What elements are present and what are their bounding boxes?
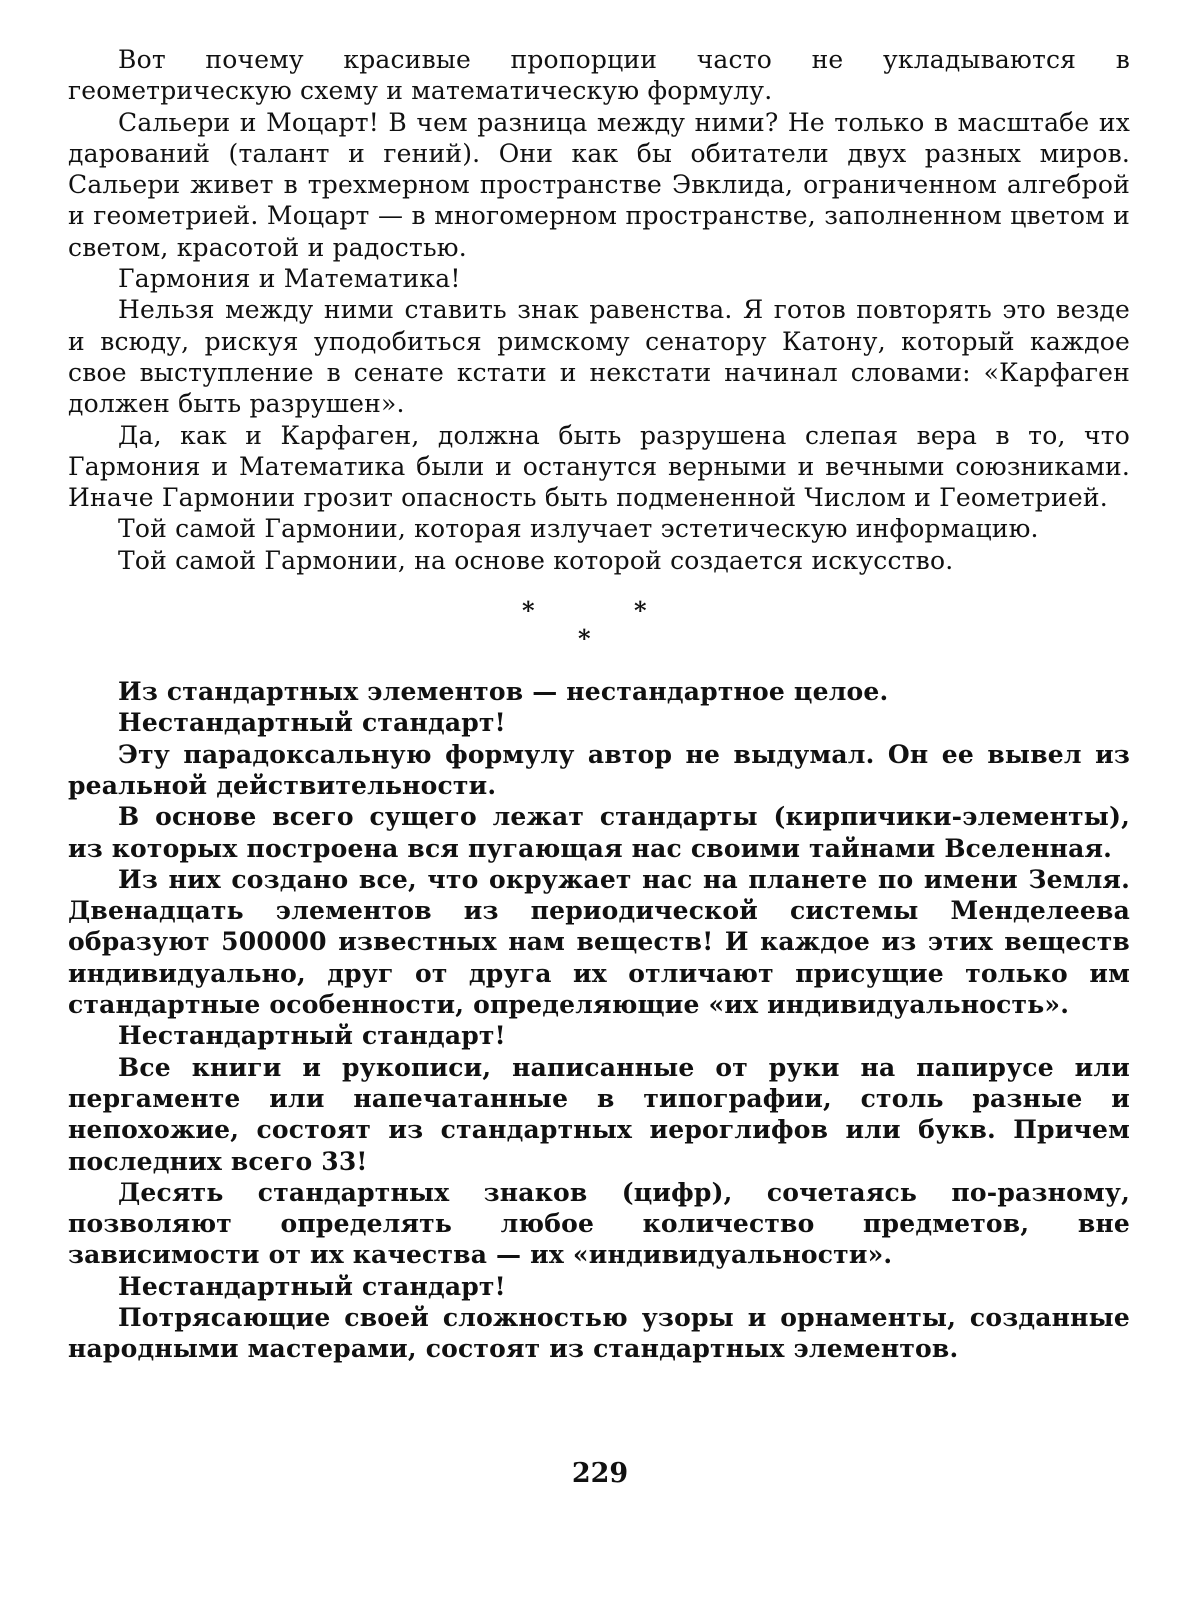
- paragraph: Из них создано все, что окружает нас на планете по имени Земля. Двенадцать элементов из периодической системы Менделеева образуют 500000 известных нам веществ! И каждое из этих веществ индивидуально, друг от друга их отличают присущие только им стандартные особенности, определяющие «их индивидуальность».: [68, 864, 1130, 1020]
- page-body: [68, 44, 1130, 1365]
- paragraph: Нестандартный стандарт!: [68, 1020, 1130, 1051]
- paragraph: Эту парадоксальную формулу автор не выдумал. Он ее вывел из реальной действительности.: [68, 739, 1130, 802]
- asterisk: *: [578, 624, 591, 653]
- page-number: 229: [0, 1458, 1200, 1489]
- paragraph: Десять стандартных знаков (цифр), сочетаясь по-разному, позволяют определять любое количество предметов, вне зависимости от их качества — их «индивидуальности».: [68, 1177, 1130, 1271]
- paragraph: В основе всего сущего лежат стандарты (кирпичики-элементы), из которых построена вся пугающая нас своими тайнами Вселенная.: [68, 801, 1130, 864]
- paragraph: Той самой Гармонии, которая излучает эстетическую информацию.: [68, 513, 1130, 544]
- paragraph: Нестандартный стандарт!: [68, 1271, 1130, 1302]
- paragraph: Все книги и рукописи, написанные от руки на папирусе или пергаменте или напечатанные в типографии, столь разные и непохожие, состоят из стандартных иероглифов или букв. Причем последних всего 33!: [68, 1052, 1130, 1177]
- paragraph: Потрясающие своей сложностью узоры и орнаменты, созданные народными мастерами, состоят из стандартных элементов.: [68, 1302, 1130, 1365]
- paragraph: Из стандартных элементов — нестандартное целое.: [68, 676, 1130, 707]
- asterisk: *: [634, 596, 647, 625]
- paragraph: Той самой Гармонии, на основе которой создается искусство.: [68, 545, 1130, 576]
- paragraph: Вот почему красивые пропорции часто не укладываются в геометрическую схему и математическую формулу.: [68, 44, 1130, 107]
- paragraph: Нестандартный стандарт!: [68, 707, 1130, 738]
- paragraph: Да, как и Карфаген, должна быть разрушена слепая вера в то, что Гармония и Математика были и останутся верными и вечными союзниками. Иначе Гармонии грозит опасность быть подмененной Числом и Геометрией.: [68, 420, 1130, 514]
- section-break-asterism: [68, 576, 1130, 676]
- paragraph: Нельзя между ними ставить знак равенства. Я готов повторять это везде и всюду, рискуя уподобиться римскому сенатору Катону, который каждое свое выступление в сенате кстати и некстати начинал словами: «Карфаген должен быть разрушен».: [68, 294, 1130, 419]
- paragraph: Сальери и Моцарт! В чем разница между ними? Не только в масштабе их дарований (талант и гений). Они как бы обитатели двух разных миров. Сальери живет в трехмерном пространстве Эвклида, ограниченном алгеброй и геометрией. Моцарт — в многомерном пространстве, заполненном цветом и светом, красотой и радостью.: [68, 107, 1130, 263]
- paragraph: Гармония и Математика!: [68, 263, 1130, 294]
- asterisk: *: [522, 596, 535, 625]
